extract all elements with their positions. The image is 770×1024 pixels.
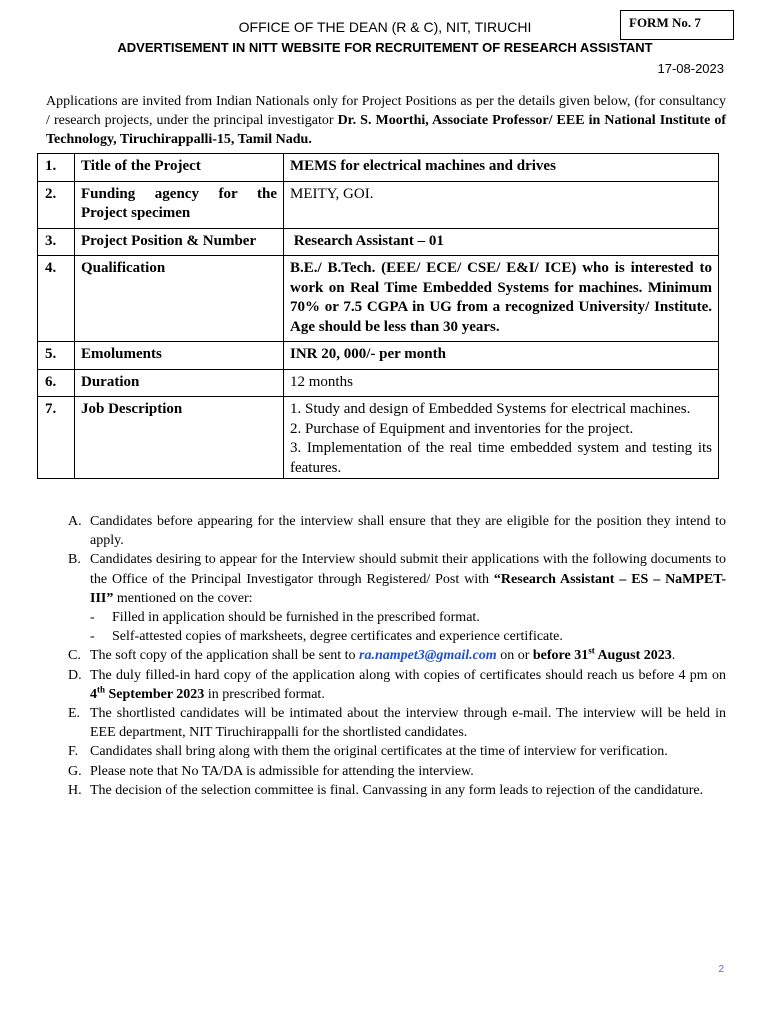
hardcopy-deadline (90, 684, 205, 702)
list-item (68, 646, 726, 665)
list-item (68, 666, 726, 704)
sub-item-text: Filled in application should be furnished in the prescribed format. (112, 610, 480, 626)
note-text (90, 666, 726, 704)
list-marker: C. (68, 648, 81, 664)
list-marker: F. (68, 744, 79, 760)
list-item (68, 550, 726, 608)
table-row (38, 342, 719, 370)
row-label: Duration (75, 369, 284, 397)
intro-paragraph (46, 92, 726, 149)
ordinal-suffix: th (97, 684, 106, 695)
job-description-line: 3. Implementation of the real time embedded system and testing its features. (290, 440, 712, 476)
table-row (38, 154, 719, 182)
row-label: Project Position & Number (75, 228, 284, 256)
list-item (68, 512, 726, 550)
note-text-part: The duly filled-in hard copy of the application along with copies of certificates should reach us before 4 pm on (90, 667, 726, 683)
funding-agency-value: MEITY, GOI. (284, 181, 719, 228)
page-number: 2 (718, 964, 724, 975)
row-label: Title of the Project (75, 154, 284, 182)
deadline-part: September 2023 (105, 686, 205, 702)
note-text (90, 646, 726, 665)
table-row (38, 256, 719, 342)
cover-label: “Research Assistant – ES – NaMPET-III” (90, 571, 727, 606)
note-text-part: The soft copy of the application shall be sent to (90, 648, 360, 664)
job-description-line: 1. Study and design of Embedded Systems for electrical machines. (290, 401, 691, 417)
project-title-value: MEMS for electrical machines and drives (284, 154, 719, 182)
principal-investigator: Dr. S. Moorthi, Associate Professor/ EEE in National Institute of Technology, Tiruchirappalli-15, Tamil Nadu. (46, 113, 726, 147)
row-label: Job Description (75, 397, 284, 479)
ordinal-suffix: st (588, 645, 595, 656)
dash-marker: - (90, 629, 95, 645)
row-number: 7. (38, 397, 75, 479)
duration-value: 12 months (284, 369, 719, 397)
row-label: Funding agency for the Project specimen (75, 181, 284, 228)
note-text-part: in prescribed format. (204, 686, 325, 702)
note-text: Please note that No TA/DA is admissible for attending the interview. (90, 763, 474, 779)
list-marker: H. (68, 782, 82, 798)
note-text: Candidates shall bring along with them the original certificates at the time of interview for verification. (90, 744, 668, 760)
job-description-line: 2. Purchase of Equipment and inventories for the project. (290, 420, 634, 437)
emoluments-value: INR 20, 000/- per month (284, 342, 719, 370)
row-number: 2. (38, 181, 75, 228)
office-header: OFFICE OF THE DEAN (R & C), NIT, TIRUCHI (238, 19, 532, 35)
table-row (38, 228, 719, 256)
note-text-part: Candidates desiring to appear for the Interview should submit their applications with the following documents to the Office of the Principal Investigator through Registered/ Post with (90, 552, 726, 587)
row-number: 4. (38, 256, 75, 342)
note-text: The decision of the selection committee is final. Canvassing in any form leads to rejection of the candidature. (90, 782, 704, 798)
sub-list-item (68, 627, 726, 646)
instructions-list (68, 512, 726, 800)
dash-marker: - (90, 610, 95, 626)
deadline-date (532, 645, 672, 664)
note-text (90, 550, 726, 608)
note-text-part: on or (496, 648, 533, 664)
deadline-part: August 2023 (594, 648, 672, 664)
note-text: Candidates before appearing for the interview shall ensure that they are eligible for the position they intend to apply. (90, 514, 726, 549)
note-text-part: mentioned on the cover: (113, 590, 253, 606)
list-marker: E. (68, 706, 81, 722)
list-item (68, 742, 726, 761)
form-number: FORM No. 7 (629, 15, 701, 30)
email-link[interactable]: ra.nampet3@gmail.com (359, 648, 497, 664)
list-marker: B. (68, 552, 81, 568)
sub-item-text: Self-attested copies of marksheets, degree certificates and experience certificate. (112, 629, 563, 645)
list-marker: A. (68, 514, 82, 529)
advertisement-date: 17-08-2023 (657, 61, 724, 76)
qualification-value: B.E./ B.Tech. (EEE/ ECE/ CSE/ E&I/ ICE) who is interested to work on Real Time Embedded Systems for machines. Minimum 70% or 7.5 CGPA in UG from a recognized University/ Institute. Age should be less than 30 years. (284, 256, 719, 342)
advertisement-title: ADVERTISEMENT IN NITT WEBSITE FOR RECRUITEMENT OF RESEARCH ASSISTANT (117, 40, 653, 55)
table-row (38, 369, 719, 397)
list-item (68, 704, 726, 742)
list-item (68, 781, 726, 800)
project-details-table (37, 153, 719, 479)
list-marker: D. (68, 667, 82, 683)
note-text: The shortlisted candidates will be intimated about the interview through e-mail. The interview will be held in EEE department, NIT Tiruchirappalli for the shortlisted candidates. (90, 706, 726, 741)
row-number: 5. (38, 342, 75, 370)
row-label: Qualification (75, 256, 284, 342)
row-number: 6. (38, 369, 75, 397)
sub-list-item (68, 608, 726, 627)
job-description-value (284, 397, 719, 479)
row-number: 1. (38, 154, 75, 182)
deadline-part: 4 (90, 686, 97, 702)
row-label: Emoluments (75, 342, 284, 370)
position-value: Research Assistant – 01 (284, 228, 719, 256)
list-item (68, 762, 726, 781)
note-text-part: . (671, 648, 676, 664)
list-marker: G. (68, 763, 82, 779)
intro-text: Applications are invited from Indian Nationals only for Project Positions as per the details given below, (for consultancy / research projects, under the principal investigator (46, 94, 726, 128)
deadline-part: before 31 (532, 648, 589, 664)
table-row (38, 397, 719, 479)
table-row (38, 181, 719, 228)
row-number: 3. (38, 228, 75, 256)
